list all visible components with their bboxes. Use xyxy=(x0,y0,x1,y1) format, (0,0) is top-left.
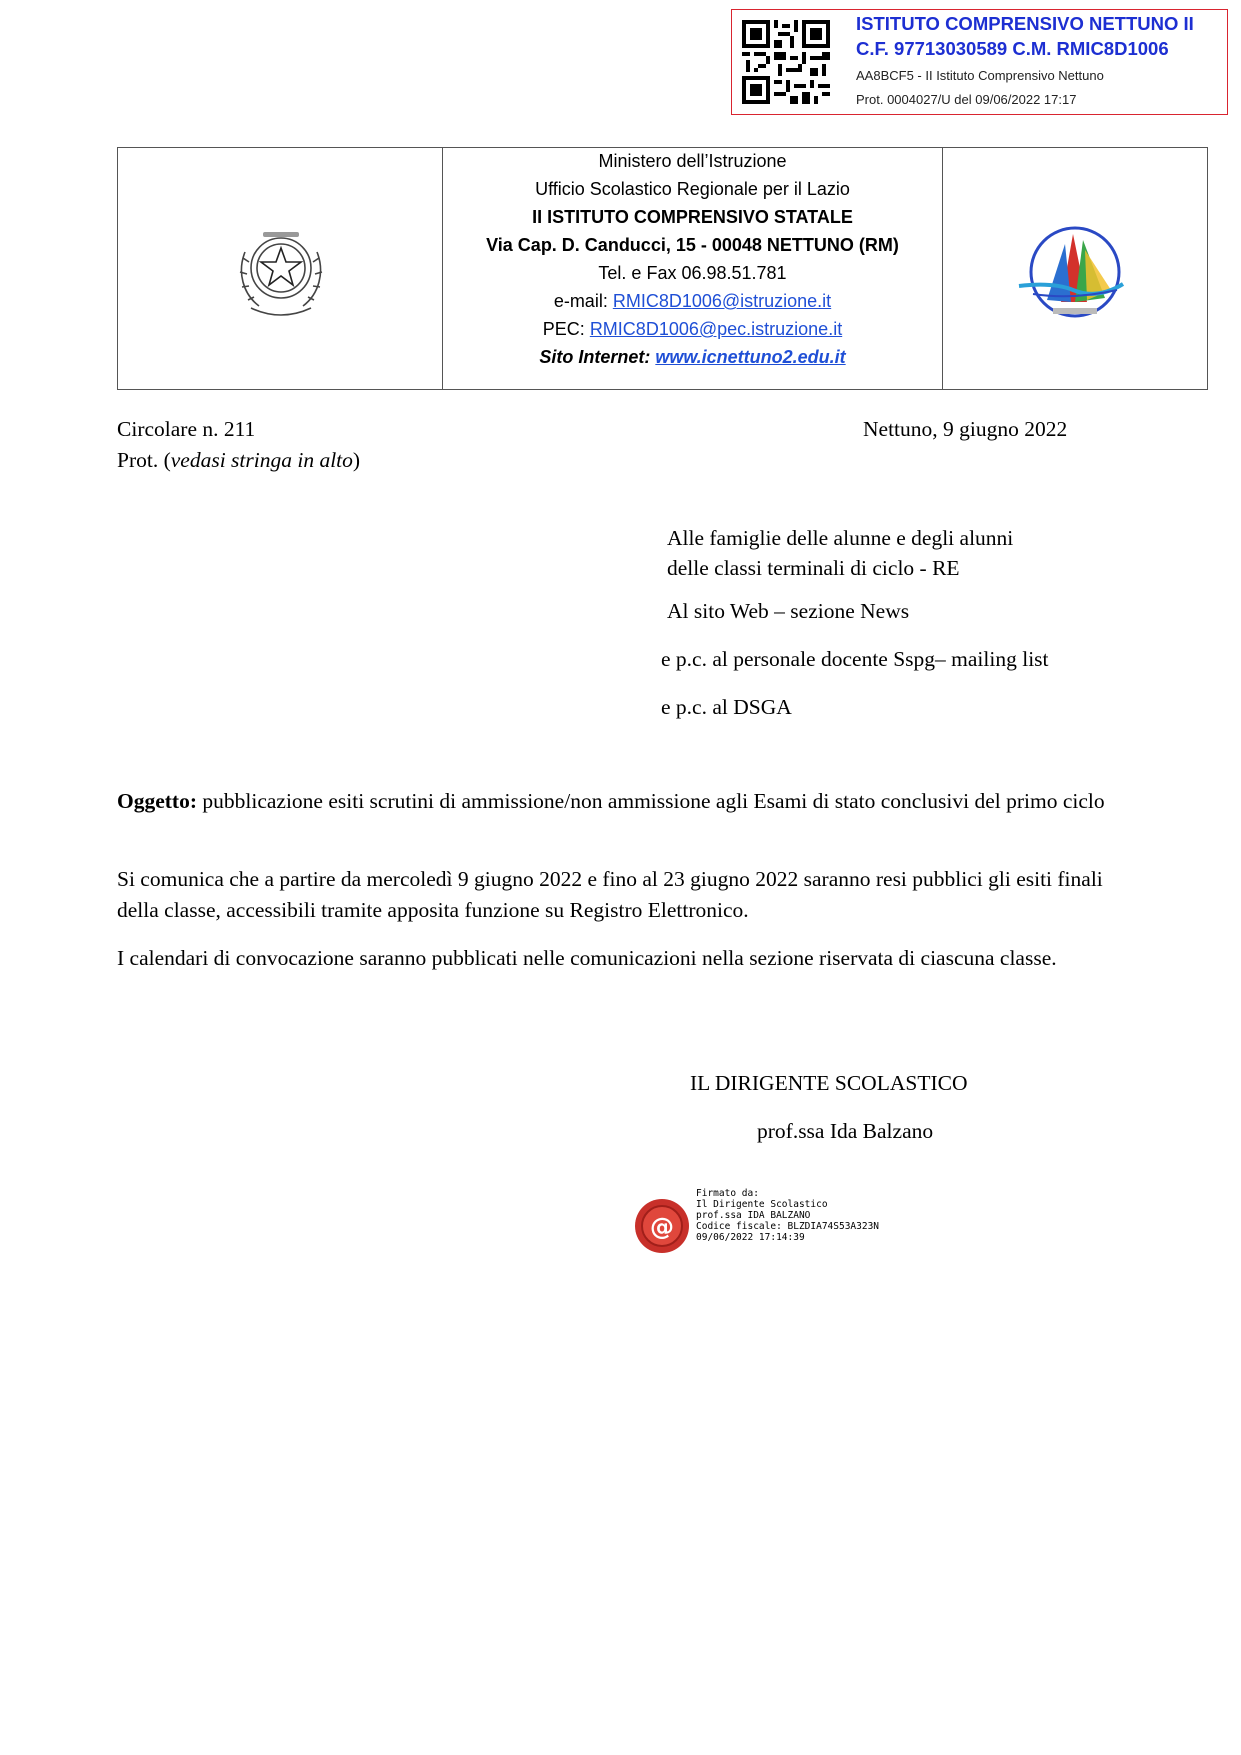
protocol-suffix: ) xyxy=(352,448,361,472)
subject-text: pubblicazione esiti scrutini di ammissione/non ammissione agli Esami di stato conclusivi del primo ciclo xyxy=(197,789,1105,813)
school-name: II ISTITUTO COMPRENSIVO STATALE xyxy=(532,207,853,227)
school-address: Via Cap. D. Canducci, 15 - 00048 NETTUNO (RM) xyxy=(486,235,899,255)
digital-signature-seal-icon xyxy=(632,1195,692,1255)
protocol-prefix: Prot. ( xyxy=(117,448,171,472)
circular-number: Circolare n. 211 xyxy=(117,417,256,441)
digital-signature-line3: prof.ssa IDA BALZANO xyxy=(696,1210,811,1221)
letterhead-left-cell xyxy=(118,148,443,389)
pec-line xyxy=(443,315,942,343)
email-link[interactable]: RMIC8D1006@istruzione.it xyxy=(612,291,832,311)
school-phone: Tel. e Fax 06.98.51.781 xyxy=(598,263,787,283)
ministry-name: Ministero dell’Istruzione xyxy=(598,151,787,171)
email-label: e-mail: xyxy=(553,291,613,311)
website-line xyxy=(443,343,942,371)
subject-label: Oggetto: xyxy=(117,789,197,813)
letterhead-table xyxy=(117,147,1208,390)
pec-link[interactable]: RMIC8D1006@pec.istruzione.it xyxy=(589,319,843,339)
protocol-stamp xyxy=(731,9,1228,115)
stamp-protocol-number: Prot. 0004027/U del 09/06/2022 17:17 xyxy=(856,92,1077,107)
school-logo-icon xyxy=(1013,220,1133,330)
protocol-reference xyxy=(117,445,360,475)
regional-office: Ufficio Scolastico Regionale per il Lazio xyxy=(535,179,850,199)
letterhead-right-cell xyxy=(943,148,1207,389)
pec-label: PEC: xyxy=(542,319,590,339)
subject-paragraph xyxy=(117,786,1107,817)
svg-text:@: @ xyxy=(650,1213,674,1241)
stamp-aoo-code: AA8BCF5 - II Istituto Comprensivo Nettuno xyxy=(856,68,1104,83)
signature-name: prof.ssa Ida Balzano xyxy=(757,1119,934,1143)
recipient-families-line1: Alle famiglie delle alunne e degli alunni xyxy=(667,526,1014,550)
digital-signature-line4: Codice fiscale: BLZDIA74S53A323N xyxy=(696,1221,880,1232)
email-line xyxy=(443,287,942,315)
place-and-date: Nettuno, 9 giugno 2022 xyxy=(863,417,1068,441)
digital-signature-line2: Il Dirigente Scolastico xyxy=(696,1199,828,1210)
recipient-teachers: e p.c. al personale docente Sspg– mailing list xyxy=(661,647,1049,671)
letterhead-center-cell xyxy=(443,148,943,389)
qr-code-icon xyxy=(742,20,830,104)
body-paragraph-1: Si comunica che a partire da mercoledì 9 giugno 2022 e fino al 23 giugno 2022 saranno resi pubblici gli esiti finali della classe, accessibili tramite apposita funzione su Registro Elettronico. xyxy=(117,867,1103,922)
website-label: Sito Internet: xyxy=(539,347,656,367)
body-paragraph-2: I calendari di convocazione saranno pubblicati nelle comunicazioni nella sezione riservata di ciascuna classe. xyxy=(117,946,1057,970)
recipient-dsga: e p.c. al DSGA xyxy=(661,695,792,719)
recipient-families-line2: delle classi terminali di ciclo - RE xyxy=(667,556,960,580)
recipient-website: Al sito Web – sezione News xyxy=(667,599,910,623)
signature-role: IL DIRIGENTE SCOLASTICO xyxy=(690,1071,968,1095)
website-link[interactable]: www.icnettuno2.edu.it xyxy=(655,347,846,367)
stamp-fiscal-codes: C.F. 97713030589 C.M. RMIC8D1006 xyxy=(856,38,1169,59)
protocol-italic: vedasi stringa in alto xyxy=(170,448,353,472)
digital-signature-line1: Firmato da: xyxy=(696,1188,759,1199)
republic-emblem-icon xyxy=(223,222,339,322)
digital-signature-line5: 09/06/2022 17:14:39 xyxy=(696,1232,805,1243)
stamp-school-name: ISTITUTO COMPRENSIVO NETTUNO II xyxy=(856,13,1194,34)
